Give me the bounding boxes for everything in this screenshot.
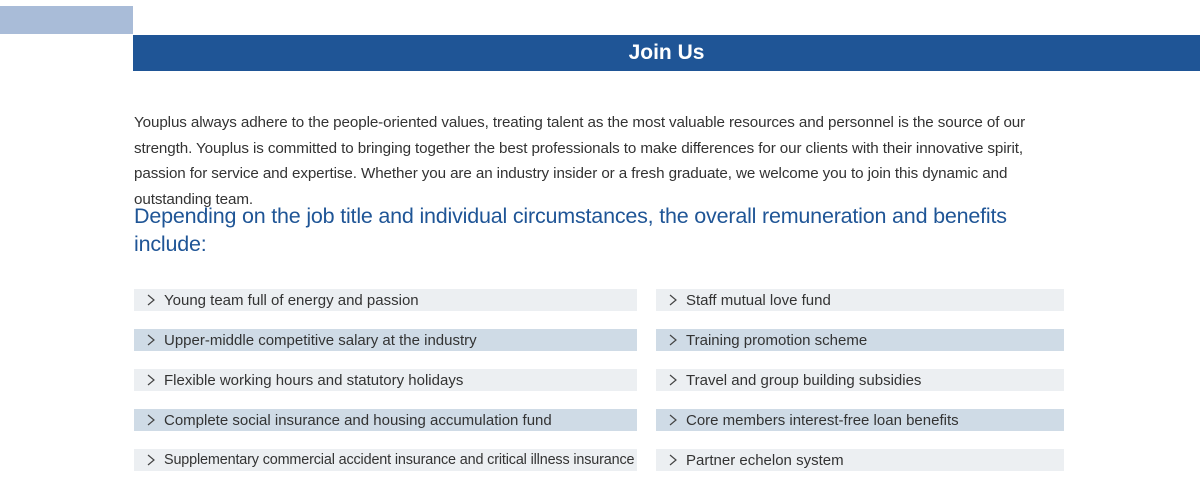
benefit-label: Travel and group building subsidies	[686, 371, 922, 389]
benefit-label: Partner echelon system	[686, 451, 844, 469]
intro-paragraph: Youplus always adhere to the people-oriented values, treating talent as the most valuable resources and personnel is the source of our strength. Youplus is committed to bringing together the best professionals to make differences for our clients with their innovative spirit, passion for service and expertise. Whether you are an industry insider or a fresh graduate, we welcome you to join this dynamic and outstanding team.	[134, 114, 1026, 208]
benefit-label: Supplementary commercial accident insurance and critical illness insurance	[164, 452, 635, 468]
benefit-item	[134, 329, 637, 351]
benefit-item	[656, 369, 1064, 391]
section-title-bar	[133, 35, 1200, 71]
chevron-right-icon	[144, 413, 158, 427]
benefit-item	[134, 289, 637, 311]
corner-accent-block	[0, 6, 133, 34]
benefit-label: Core members interest-free loan benefits	[686, 411, 959, 429]
chevron-right-icon	[666, 453, 680, 467]
benefits-column-right	[656, 289, 1064, 489]
benefit-label: Flexible working hours and statutory holidays	[164, 371, 464, 389]
benefit-item	[134, 369, 637, 391]
benefit-label: Complete social insurance and housing accumulation fund	[164, 411, 552, 429]
chevron-right-icon	[144, 373, 158, 387]
benefit-item	[656, 449, 1064, 471]
benefit-item	[134, 409, 637, 431]
chevron-right-icon	[666, 373, 680, 387]
chevron-right-icon	[666, 413, 680, 427]
benefits-heading: Depending on the job title and individual circumstances, the overall remuneration and benefits include:	[134, 204, 1007, 256]
chevron-right-icon	[144, 293, 158, 307]
chevron-right-icon	[666, 293, 680, 307]
benefit-item	[656, 409, 1064, 431]
chevron-right-icon	[666, 333, 680, 347]
chevron-right-icon	[144, 453, 158, 467]
benefit-item	[134, 449, 637, 471]
benefit-item	[656, 289, 1064, 311]
benefit-label: Upper-middle competitive salary at the industry	[164, 331, 477, 349]
benefit-item	[656, 329, 1064, 351]
benefits-column-left	[134, 289, 637, 489]
benefit-label: Young team full of energy and passion	[164, 291, 419, 309]
benefits-list	[134, 289, 1064, 479]
section-title: Join Us	[628, 41, 705, 64]
chevron-right-icon	[144, 333, 158, 347]
benefit-label: Training promotion scheme	[686, 331, 868, 349]
benefit-label: Staff mutual love fund	[686, 291, 831, 309]
